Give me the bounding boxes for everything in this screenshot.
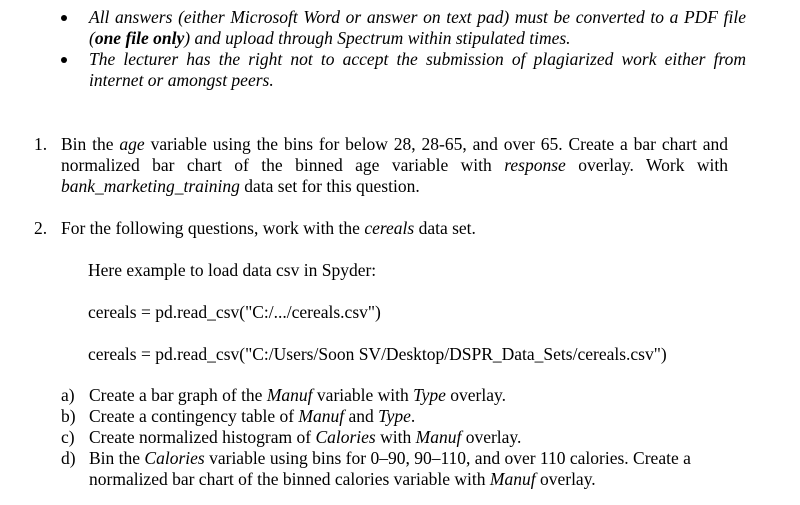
variable-name: Calories (315, 427, 376, 447)
question-number: 2. (34, 218, 48, 238)
question-text (61, 134, 728, 197)
bullet-item-plagiarism (56, 49, 746, 91)
text-run: For the following questions, work with the (61, 218, 365, 238)
text-run: with (375, 427, 416, 447)
bullet-item-pdf (56, 7, 746, 49)
text-run: Create normalized histogram of (89, 427, 316, 447)
text-run: variable using bins for 0–90, 90–110, and over 110 calories. Create a normalized bar chart of the binned calories variable with (89, 448, 691, 489)
bullet-text: All answers (either Microsoft Word or answer on text pad) must be converted to a PDF file ( (89, 7, 746, 48)
variable-name: Manuf (415, 427, 462, 447)
cut-off-text-line (88, 0, 688, 7)
question-number: 1. (34, 134, 48, 154)
instruction-bullets (56, 7, 746, 91)
text-run: data set for this question. (239, 176, 420, 196)
text-run: overlay. Work with (565, 155, 729, 175)
variable-name: Type (413, 385, 446, 405)
sub-question-d (61, 448, 733, 490)
text-run: . (410, 406, 416, 426)
question-1 (34, 134, 728, 197)
sub-question-letter: a) (61, 385, 75, 405)
variable-name: Manuf (489, 469, 536, 489)
bullet-text: The lecturer has the right not to accept the submission of plagiarized work either from internet or amongst peers. (89, 49, 746, 90)
variable-name: response (504, 155, 566, 175)
variable-name: Manuf (266, 385, 313, 405)
sub-question-b (61, 406, 733, 427)
variable-name: Manuf (298, 406, 345, 426)
text-run: variable with (312, 385, 414, 405)
code-line-2: cereals = pd.read_csv("C:/Users/Soon SV/Desktop/DSPR_Data_Sets/cereals.csv") (88, 344, 667, 364)
bullet-bold-text: one file only (94, 28, 185, 48)
text-run: Create a contingency table of (89, 406, 299, 426)
sub-question-letter: d) (61, 448, 76, 468)
example-intro: Here example to load data csv in Spyder: (88, 260, 377, 280)
text-run: overlay. (461, 427, 522, 447)
sub-question-letter: b) (61, 406, 76, 426)
text-run: data set. (414, 218, 476, 238)
text-run: Bin the (61, 134, 120, 154)
text-run: and (344, 406, 379, 426)
question-text (61, 218, 728, 239)
text-run: Create a bar graph of the (89, 385, 267, 405)
dataset-name: bank_marketing_training (61, 176, 240, 196)
sub-question-a (61, 385, 733, 406)
variable-name: Type (378, 406, 411, 426)
code-line-1: cereals = pd.read_csv("C:/.../cereals.csv") (88, 302, 381, 322)
sub-question-c (61, 427, 733, 448)
text-run: variable using the bins for below 28, 28-65, and over 65. Create a bar chart and normalized bar chart of the binned age variable with (61, 134, 728, 175)
text-run: overlay. (535, 469, 596, 489)
text-run: overlay. (445, 385, 506, 405)
sub-question-letter: c) (61, 427, 75, 447)
bullet-text: ) and upload through Spectrum within stipulated times. (184, 28, 571, 48)
sub-question-list (61, 385, 733, 490)
variable-name: age (119, 134, 145, 154)
variable-name: Calories (144, 448, 205, 468)
question-2 (34, 218, 728, 239)
text-run: Bin the (89, 448, 145, 468)
dataset-name: cereals (364, 218, 415, 238)
